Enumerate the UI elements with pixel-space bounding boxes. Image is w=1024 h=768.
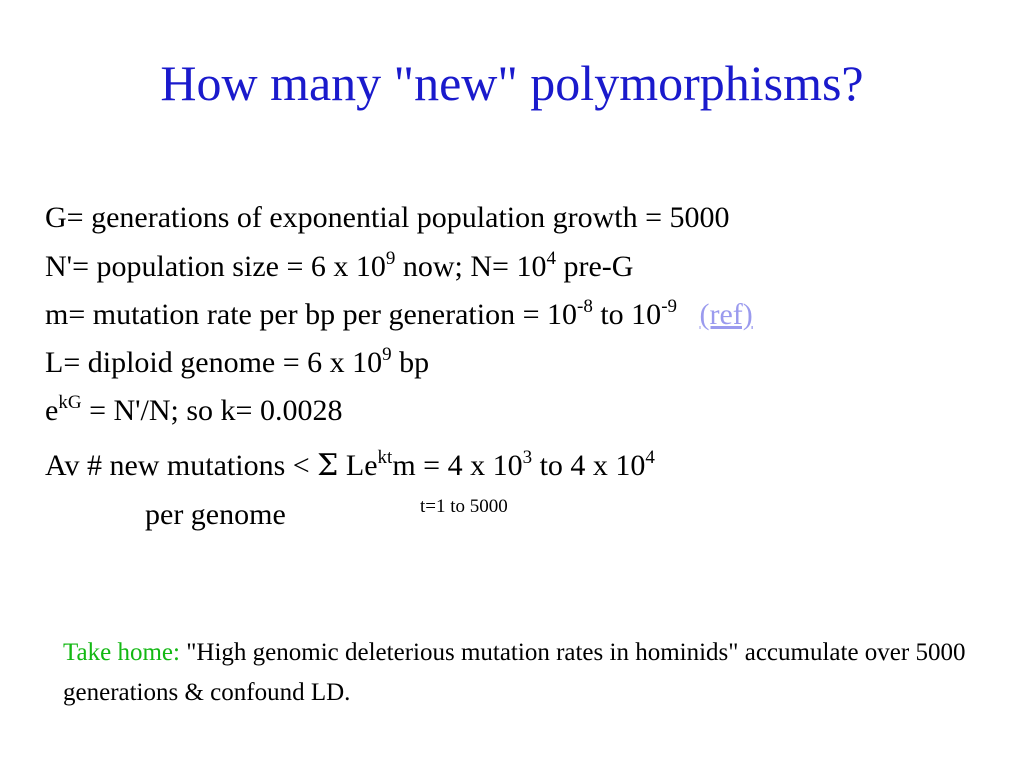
- per-genome-text: per genome: [145, 498, 286, 531]
- generations-text: G= generations of exponential population growth = 5000: [45, 201, 730, 234]
- mutation-rate-text: m= mutation rate per bp per generation = 10: [45, 298, 578, 331]
- line-generations: [45, 203, 730, 233]
- sigma-symbol: Σ: [317, 448, 339, 483]
- growth-base: e: [45, 394, 59, 427]
- average-m: m = 4 x 10: [392, 449, 523, 482]
- take-home-text: "High genomic deleterious mutation rates in hominids" accumulate over 5000 generations & confound LD.: [63, 639, 966, 706]
- growth-text: = N'/N; so k= 0.0028: [81, 394, 343, 427]
- take-home-label: Take home:: [63, 639, 180, 666]
- line-genome: [45, 344, 430, 379]
- average-exponent-low: 3: [522, 447, 533, 468]
- line-population: [45, 248, 634, 283]
- average-exponent-high: 4: [645, 447, 655, 468]
- average-text: Av # new mutations <: [45, 449, 318, 482]
- mutation-rate-text-mid: to 10: [592, 298, 662, 331]
- population-text-post: pre-G: [555, 250, 634, 283]
- mutation-rate-exponent-high: -9: [661, 296, 678, 317]
- line-mutation-rate: [45, 296, 753, 331]
- line-average-mutations: [45, 447, 655, 483]
- mutation-rate-exponent-low: -8: [577, 296, 593, 317]
- growth-exponent: kG: [58, 392, 82, 413]
- genome-text: L= diploid genome = 6 x 10: [45, 346, 383, 379]
- average-le: Le: [338, 449, 378, 482]
- genome-exponent: 9: [382, 344, 392, 365]
- population-text: N'= population size = 6 x 10: [45, 250, 386, 283]
- average-to: to 4 x 10: [532, 449, 646, 482]
- line-growth-equation: [45, 392, 343, 427]
- sum-range: t=1 to 5000: [420, 496, 508, 517]
- population-exponent-now: 9: [385, 248, 396, 269]
- take-home-box: [63, 633, 1003, 713]
- population-exponent-pre: 4: [546, 248, 556, 269]
- slide-title: How many "new" polymorphisms?: [160, 55, 864, 111]
- average-kt-exponent: kt: [377, 447, 393, 468]
- population-text-mid: now; N= 10: [395, 250, 547, 283]
- genome-text-post: bp: [391, 346, 430, 379]
- ref-link[interactable]: (ref): [699, 298, 753, 331]
